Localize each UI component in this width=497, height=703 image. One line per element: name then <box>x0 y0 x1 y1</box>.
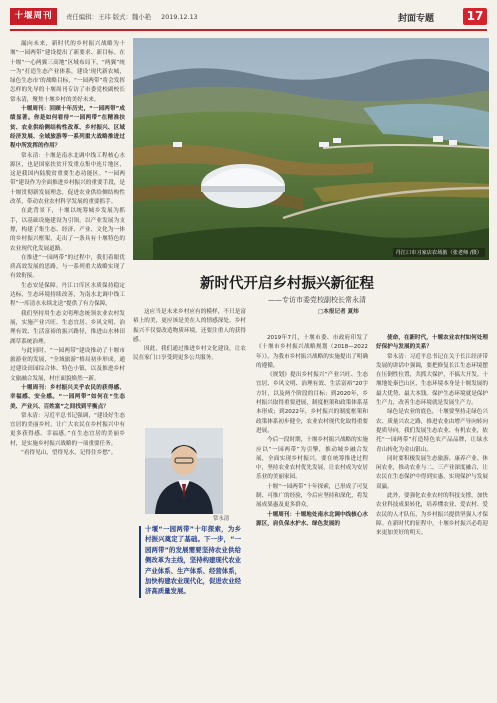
article-byline: □本报记者 夏炜 <box>318 309 359 315</box>
issue-date: 2019.12.13 <box>161 13 198 21</box>
editor-credits: 责任编辑：王玮 版式：魏小艳 <box>66 13 152 21</box>
body-paragraph: 生态安是保障。丹江口库区水质保持稳定达标，生态环境持续改善，为南水北调中线工程“一库清水永续北送”提供了有力保障。 <box>10 282 125 308</box>
article-column-3 <box>256 334 368 696</box>
body-paragraph: “看得见山，望得见水，记得住乡愁”。 <box>21 450 117 457</box>
interviewee-portrait <box>145 428 223 514</box>
portrait-caption: 常永清 <box>213 516 230 522</box>
body-paragraph: 常永清：十堰是南水北调中线工程核心水源区，也是国家扶贫开发重点集中连片地区，这是我国内陆脱贫重要生态功能区。“一园两带”建设作为全面推进乡村振兴的重要手段，是十堰贯彻新发展理念，促进农业供给侧结构性改革，带动农业农村科学发展的重要抓手。 <box>10 152 125 206</box>
body-paragraph: 同时要积极发展生态旅游、康养产业、休闲农业，推动农业与二、三产业深度融合，让农民在生态保护中得到实惠，实现保护与发展双赢。 <box>376 455 488 490</box>
body-paragraph: 绿色是农业的底色，十堰要坚持走绿色兴农、质量兴农之路，推进农业由增产导向转向提质导向。我们发展生态农业、有机农业，依托“一园两带”打造特色农产品品牌，让绿水青山转化为金山银山。 <box>376 409 488 453</box>
body-paragraph: 十堰“一园两带”十年探索，已形成了可复制、可推广的经验，今后应坚持和深化，将发展成果惠及更多群众。 <box>256 483 368 509</box>
article-column-2 <box>133 308 246 428</box>
body-paragraph: 这应当是未来乡村应有的模样，不只是富裕上的美，更应该是美在人的情感深处。乡村振兴不仅要改造物质环境，还要注重人的获得感。 <box>133 309 246 343</box>
body-paragraph: 常永清：习近平总书记在关于长江经济带发展的讲话中强调，要把修复长江生态环境摆在压倒性位置，共抓大保护，不搞大开发。十堰地处秦巴山区，生态环境本身是十堰发展的最大优势、最大本钱。保护生态环境就是保护生产力，改善生态环境就是发展生产力。 <box>376 353 488 407</box>
article-headline: 新时代开启乡村振兴新征程 <box>200 275 374 292</box>
photo-caption: 丹江口市习家店农场旅（张老师 /摄） <box>393 248 485 257</box>
pull-quote: 十堰“一园两带”十年探索，为乡村振兴奠定了基础。下一步，“一园两带”的发展需要坚持农业供给侧改革为主线，坚持构建现代农业产业体系、生产体系、经营体系，加快构建农业现代化，促进农业经济高质量发展。 <box>145 525 241 596</box>
article-column-4 <box>376 334 488 696</box>
article-column-1 <box>10 40 125 696</box>
body-paragraph: 在此背景下，十堰以统筹城乡发展为抓手，以基础设施建设为引领，以产业发展为支撑，构建了集生态、经济、产业、文化为一体的乡村振兴框架，走出了一条具有十堰特色的农业现代化发展道路。 <box>10 208 125 252</box>
header-divider <box>10 29 487 31</box>
body-paragraph: 因此，我们通过推进乡村文化建设，让农民在家门口享受到更多公共服务。 <box>133 346 246 362</box>
section-title: 封面专题 <box>398 14 435 24</box>
page-header <box>0 0 497 32</box>
question-paragraph: 十堰周刊：回顾十年历史，“一园两带”成绩显著。你是如何看待“一园两带”在精准扶贫、农业供给侧结构性改革、乡村振兴、区域经济发展、全域旅游等一系列重大战略推进过程中所发挥的作用？ <box>10 106 125 150</box>
body-paragraph: 与此同时，“一园两带”建设推动了十堰市旅游业的发展，“全域旅游”格局初步形成。通过建设田园综合体、特色小镇，以及推进乡村文旅融合发展，村庄面貌焕然一新。 <box>10 347 125 382</box>
body-paragraph: 我们坚持用生态文明理念统领农业农村发展，实施产业兴旺、生态宜居、乡风文明、治理有效、生活富裕的振兴路径，推进山水林田湖草系统治理。 <box>10 310 125 345</box>
landscape-photo <box>133 38 489 260</box>
question-paragraph: 十堰周刊：十堰地处南水北调中线核心水源区，肩负保水护水、绿色发展的 <box>256 511 368 527</box>
article-subhead: ——专访市委党校副校长常永清 <box>268 296 366 304</box>
landscape-illustration <box>133 38 489 260</box>
body-paragraph: 常永清：习近平总书记强调，“建设好生态宜居的美丽乡村，让广大农民在乡村振兴中有更多获得感、幸福感。”在生态宜居的美丽乡村，是实施乡村振兴战略的一项重要任务。 <box>10 412 125 447</box>
masthead: 十堰周刊 <box>10 8 57 25</box>
question-paragraph: 十堰周刊：乡村振兴关乎农民的获得感、幸福感、安全感。“一园两带”如何在“生态美、产业兴、百姓富”之间找到平衡点？ <box>10 384 125 410</box>
body-paragraph: 《规划》提出乡村振兴“产业兴旺、生态宜居、乡风文明、治理有效、生活富裕”20字方针，以及两个阶段的目标：到2020年，乡村振兴取得重要进展，制度框架和政策体系基本形成；到2022年，乡村振兴的制度框架和政策体系初步健全，农业农村现代化取得重要进展。 <box>256 372 368 434</box>
body-paragraph: 在推进“一园两带”的过程中，我们着眼优质高效发展的思路，与一系列重大战略实现了有效衔接。 <box>10 254 125 280</box>
page-number: 17 <box>463 8 487 25</box>
question-paragraph: 使命，在新时代，十堰农业农村如何处理好保护与发展的关系？ <box>376 335 488 351</box>
body-paragraph: 2019年7月，十堰市委、市政府印发了《十堰市乡村振兴战略规划（2018—2022年）》，为我市乡村振兴战略的实施提出了明确的遵循。 <box>256 335 368 369</box>
body-paragraph: 今后一段时期，十堰乡村振兴战略的实施应以“一园两带”为引擎，推动城乡融合发展，全面实现乡村振兴。要在统筹推进过程中，坚持农业农村优先发展，让农村成为安居乐业的美丽家园。 <box>256 437 368 481</box>
portrait-illustration <box>145 428 223 514</box>
body-paragraph: 此外，要强化农业农村的科技支撑，加快农业科技成果转化，培养懂农业、爱农村、爱农民的人才队伍，为乡村振兴提供坚强人才保障。在新时代的征程中，十堰乡村振兴必将迎来更加美好的明天。 <box>376 493 488 537</box>
editor-meta <box>66 12 198 21</box>
body-paragraph: 漏向未来，新时代的乡村振兴战略为十堰“一园两带”建设提出了新要求、新目标。在十堰“一心两翼三高地”区域布局下，“两翼”统一为“打造生态产业体系，建设‘现代新农城，绿色生态市’的战略目标，“一园两带”将会发挥怎样的先导的十堰周刊专访了市委党校副校长常永清，聚焦十堰乡村的美好未来。 <box>10 41 125 103</box>
